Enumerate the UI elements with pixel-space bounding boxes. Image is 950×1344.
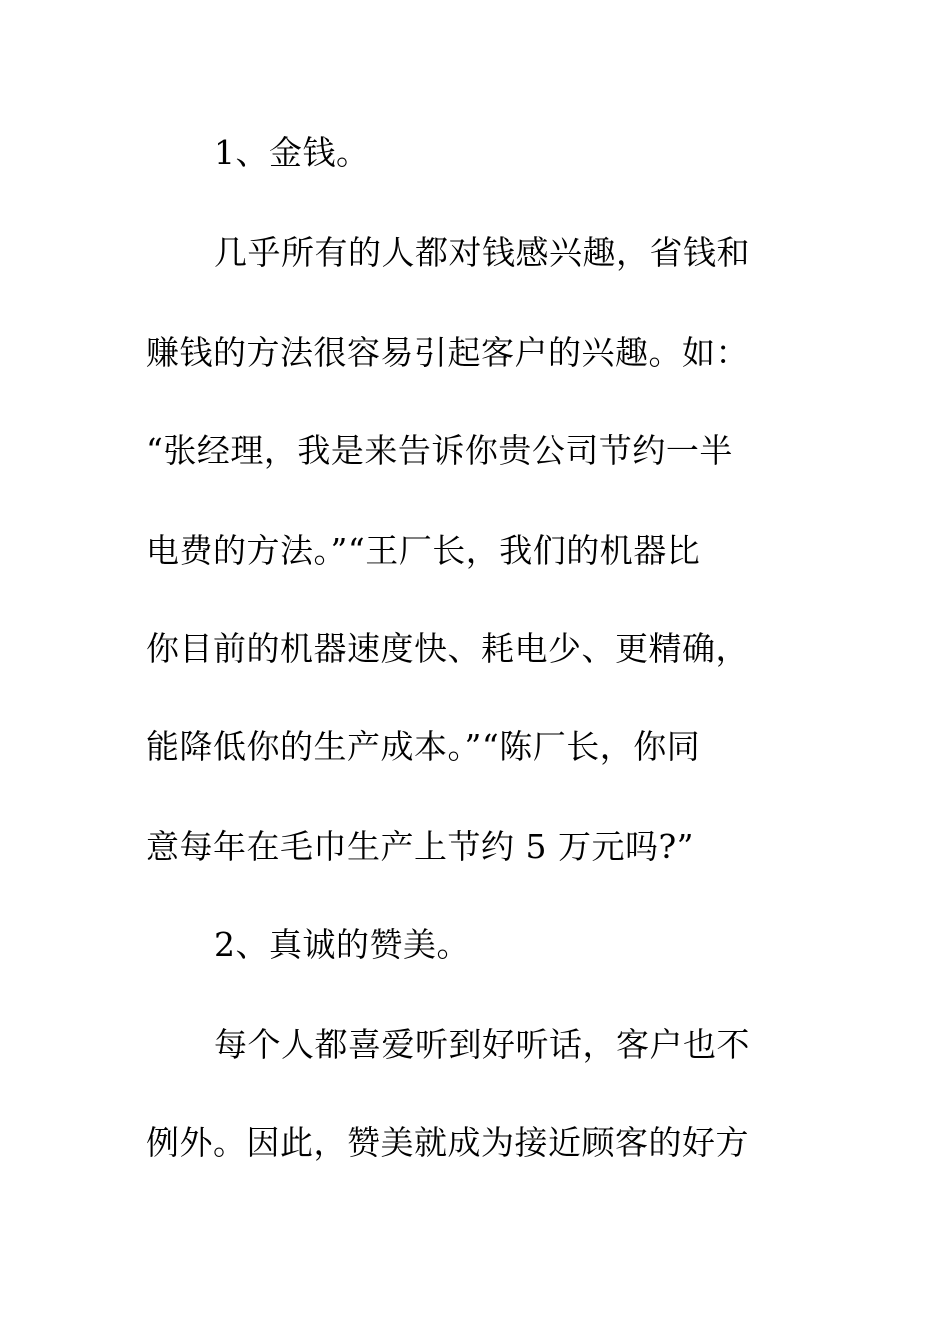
paragraph-line: 电费的方法。”“王厂长，我们的机器比: [146, 531, 701, 570]
paragraph-line: 几乎所有的人都对钱感兴趣，省钱和: [214, 233, 750, 272]
paragraph-line: 赚钱的方法很容易引起客户的兴趣。如：: [146, 333, 749, 372]
paragraph-line: 意每年在毛巾生产上节约 5 万元吗?”: [146, 827, 695, 866]
heading-money: 1、金钱。: [214, 133, 370, 172]
paragraph-line: 每个人都喜爱听到好听话，客户也不: [214, 1025, 750, 1064]
paragraph-line: 你目前的机器速度快、耗电少、更精确，: [146, 629, 749, 668]
paragraph-line: 例外。因此，赞美就成为接近顾客的好方: [146, 1123, 749, 1162]
paragraph-line: 能降低你的生产成本。”“陈厂长，你同: [146, 727, 701, 766]
heading-praise: 2、真诚的赞美。: [214, 925, 470, 964]
paragraph-line: “张经理，我是来告诉你贵公司节约一半: [146, 431, 733, 470]
